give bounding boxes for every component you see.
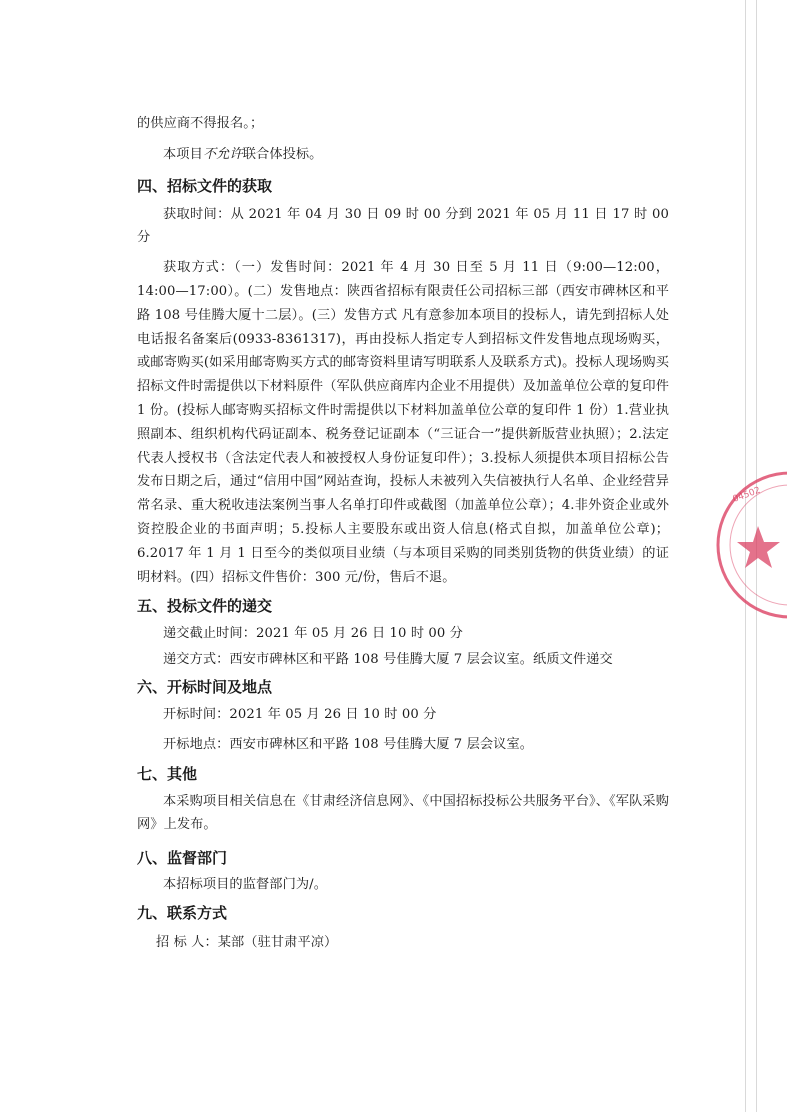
section-heading-8: 八、监督部门 [137, 849, 228, 868]
intro-italic-text: 不允许 [202, 146, 243, 162]
section-heading-4: 四、招标文件的获取 [137, 176, 273, 195]
s5-method: 递交方式：西安市碑林区和平路 108 号佳腾大厦 7 层会议室。纸质文件递交 [163, 652, 613, 668]
s6-time: 开标时间：2021 年 05 月 26 日 10 时 00 分 [163, 706, 437, 722]
section-heading-5: 五、投标文件的递交 [137, 597, 273, 616]
s4-method: 获取方式：（一）发售时间：2021 年 4 月 30 日至 5 月 11 日（9:00—12:00，14:00—17:00）。(二）发售地点：陕西省招标有限责任公司招标三部（西安市碑林区和平路 108 号佳腾大厦十二层）。(三）发售方式 凡有意参加本项目的投标人，请先到招标人处电话报名备案后(0933-8361317)，再由投标人指定专人到招标文件发售地点现场购买，或邮寄购买(如采用邮寄购买方式的邮寄资料里请写明联系人及联系方式)。投标人现场购买招标文件时需提供以下材料原件（军队供应商库内企业不用提供）及加盖单位公章的复印件 1 份。(投标人邮寄购买招标文件时需提供以下材料加盖单位公章的复印件 1 份）1.营业执照副本、组织机构代码证副本、税务登记证副本（“三证合一”提供新版营业执照）；2.法定代表人授权书（含法定代表人和被授权人身份证复印件）；3.投标人须提供本项目招标公告发布日期之后，通过“信用中国”网站查询，投标人未被列入失信被执行人名单、企业经营异常名录、重大税收违法案例当事人名单打印件或截图（加盖单位公章）；4.非外资企业或外资控股企业的书面声明；5.投标人主要股东或出资人信息(格式自拟，加盖单位公章)；6.2017 年 1 月 1 日至今的类似项目业绩（与本项目采购的同类别货物的供货业绩）的证明材料。(四）招标文件售价：300 元/份，售后不退。 [137, 260, 669, 585]
spacer [137, 136, 669, 143]
section-heading-9: 九、联系方式 [137, 903, 228, 922]
document-page [137, 112, 669, 955]
seal-fragment-text: 04502 [731, 485, 762, 505]
red-seal-stamp [712, 470, 787, 620]
intro-line-1: 的供应商不得报名。； [137, 116, 264, 131]
seal-star [737, 526, 780, 568]
s5-deadline: 递交截止时间：2021 年 05 月 26 日 10 时 00 分 [163, 626, 463, 642]
s8-text: 本招标项目的监督部门为/。 [163, 877, 327, 893]
s6-place: 开标地点：西安市碑林区和平路 108 号佳腾大厦 7 层会议室。 [163, 736, 534, 752]
intro-text: 本项目 [163, 146, 203, 162]
s9-tenderer: 招 标 人：某部（驻甘肃平凉） [156, 934, 338, 950]
section-heading-7: 七、其他 [137, 764, 198, 783]
intro-text-suffix: 联合体投标。 [242, 146, 323, 162]
s7-text: 本采购项目相关信息在《甘肃经济信息网》、《中国招标投标公共服务平台》、《军队采购网》上发布。 [137, 793, 669, 833]
s4-time: 获取时间：从 2021 年 04 月 30 日 09 时 00 分到 2021 年 05 月 11 日 17 时 00 分 [137, 206, 669, 246]
section-heading-6: 六、开标时间及地点 [137, 677, 273, 696]
intro-line-2 [137, 143, 669, 167]
